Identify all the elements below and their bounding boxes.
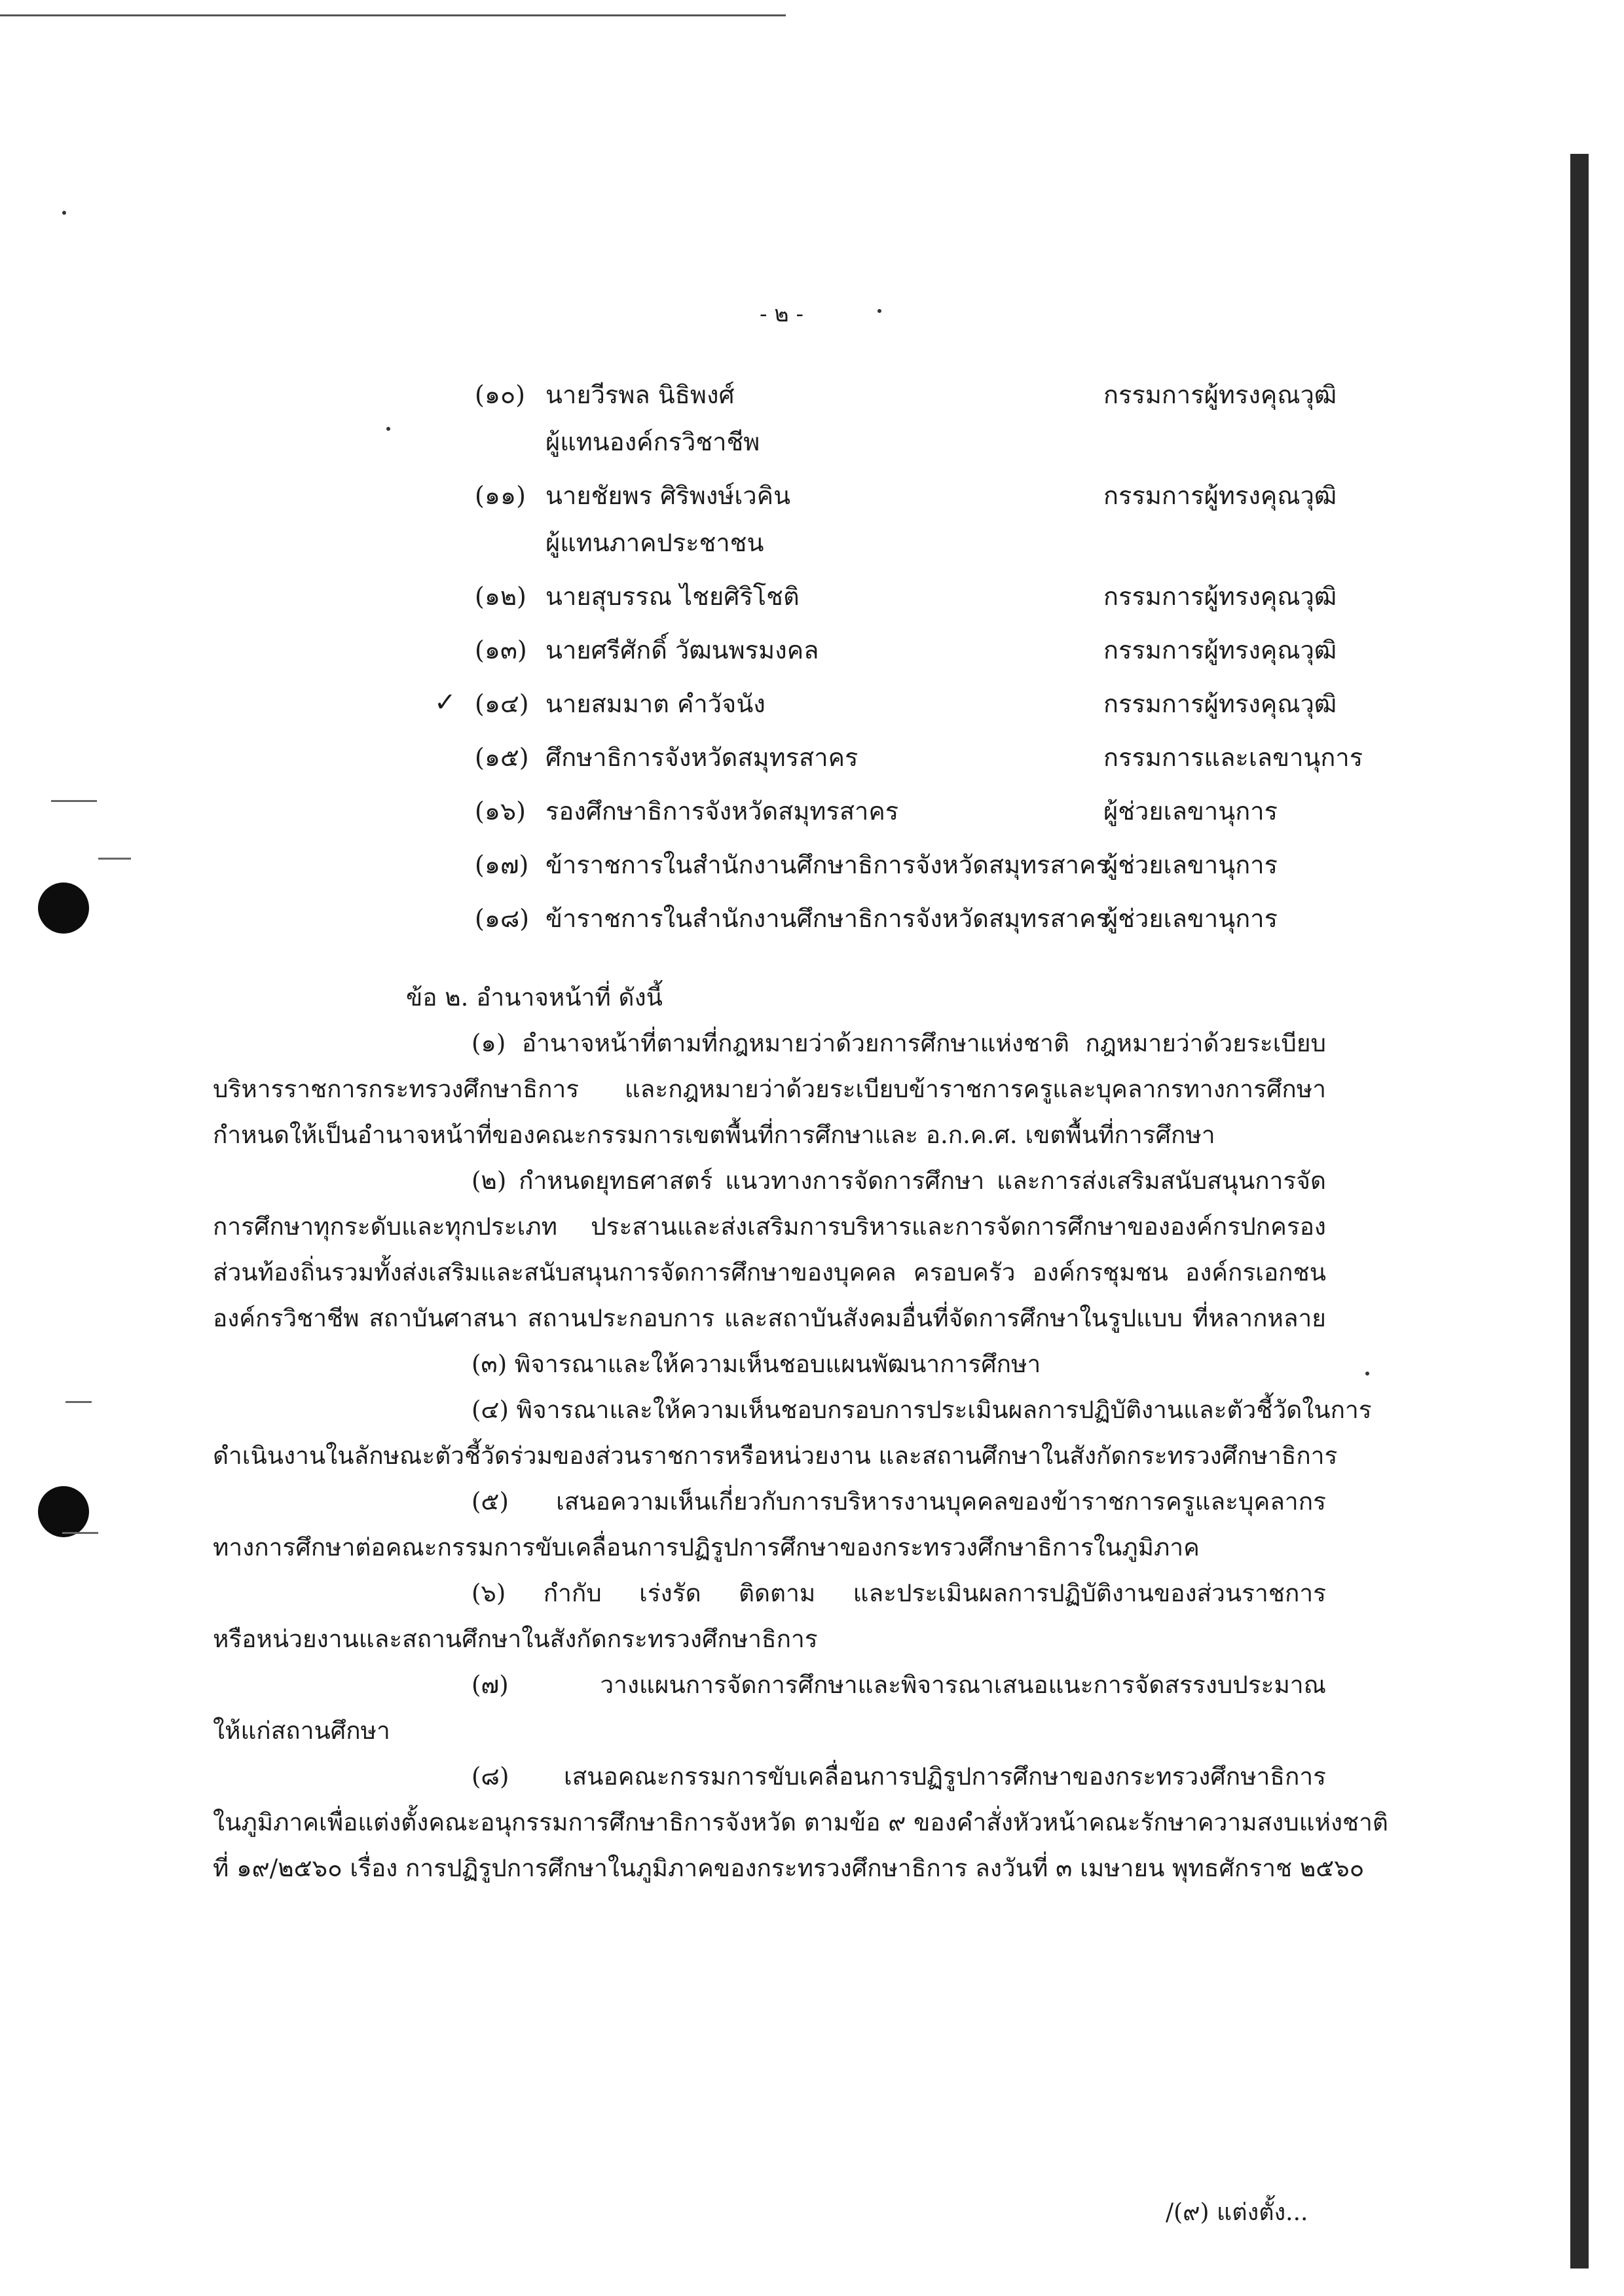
member-name: นายวีรพล นิธิพงศ์ (545, 380, 735, 409)
scan-speck (877, 309, 881, 313)
scan-mark (98, 858, 131, 860)
paragraph-line: การศึกษาทุกระดับและทุกประเภท ประสานและส่งเสริมการบริหารและการจัดการศึกษาขององค์กรปกครอง (213, 1212, 1326, 1241)
member-role: กรรมการผู้ทรงคุณวุฒิ (1103, 380, 1337, 409)
scan-margin-bar (1570, 154, 1589, 2269)
member-name: นายสุบรรณ ไชยศิริโชติ (545, 582, 800, 611)
member-row (475, 741, 1363, 795)
paragraph-line: ทางการศึกษาต่อคณะกรรมการขับเคลื่อนการปฏิรูปการศึกษาของกระทรวงศึกษาธิการในภูมิภาค (213, 1533, 1200, 1561)
paragraph-line: กำหนดให้เป็นอำนาจหน้าที่ของคณะกรรมการเขตพื้นที่การศึกษาและ อ.ก.ค.ศ. เขตพื้นที่การศึกษา (213, 1121, 1215, 1149)
member-row (475, 848, 1359, 902)
member-role: ผู้ช่วยเลขานุการ (1103, 904, 1278, 933)
paragraph-line: หรือหน่วยงานและสถานศึกษาในสังกัดกระทรวงศึกษาธิการ (213, 1625, 818, 1653)
scan-mark (51, 800, 97, 802)
paragraph-line: (๕) เสนอความเห็นเกี่ยวกับการบริหารงานบุคคลของข้าราชการครูและบุคลากร (471, 1487, 1326, 1516)
scan-speck (386, 427, 390, 431)
member-number: (๑๐) (475, 380, 525, 409)
member-row (475, 378, 1359, 479)
member-row (475, 580, 1359, 634)
member-row (475, 795, 1359, 848)
paragraph-line: ที่ ๑๙/๒๕๖๐ เรื่อง การปฏิรูปการศึกษาในภูมิภาคของกระทรวงศึกษาธิการ ลงวันที่ ๓ เมษายน พุทธศักราช ๒๕๖๐ (213, 1854, 1365, 1882)
paragraph-line: (๖) กำกับ เร่งรัด ติดตาม และประเมินผลการปฏิบัติงานของส่วนราชการ (471, 1579, 1326, 1607)
member-name: ข้าราชการในสำนักงานศึกษาธิการจังหวัดสมุทรสาคร (545, 904, 1109, 933)
member-number: (๑๑) (475, 481, 526, 510)
member-representing: ผู้แทนภาคประชาชน (545, 528, 764, 557)
paragraph-line: ในภูมิภาคเพื่อแต่งตั้งคณะอนุกรรมการศึกษาธิการจังหวัด ตามข้อ ๙ ของคำสั่งหัวหน้าคณะรักษาความสงบแห่งชาติ (213, 1808, 1388, 1836)
paragraph-line: ให้แก่สถานศึกษา (213, 1717, 390, 1745)
continuation-note: /(๙) แต่งตั้ง... (1166, 2199, 1308, 2226)
member-number: (๑๕) (475, 743, 529, 772)
member-name: นายศรีศักดิ์ วัฒนพรมงคล (545, 636, 819, 665)
scan-edge-line (0, 14, 786, 16)
member-role: กรรมการผู้ทรงคุณวุฒิ (1103, 481, 1337, 510)
member-representing: ผู้แทนองค์กรวิชาชีพ (545, 428, 760, 456)
member-number: (๑๘) (475, 904, 530, 933)
member-row (434, 687, 1359, 741)
scan-mark (62, 1532, 98, 1534)
member-name: นายชัยพร ศิริพงษ์เวคิน (545, 481, 791, 510)
paragraph-line: บริหารราชการกระทรวงศึกษาธิการ และกฎหมายว่าด้วยระเบียบข้าราชการครูและบุคลากรทางการศึกษา (213, 1075, 1326, 1103)
member-role: ผู้ช่วยเลขานุการ (1103, 797, 1278, 826)
member-name: รองศึกษาธิการจังหวัดสมุทรสาคร (545, 797, 899, 826)
member-row (475, 479, 1359, 580)
page-number: - ๒ - (760, 301, 804, 327)
member-role: กรรมการผู้ทรงคุณวุฒิ (1103, 636, 1337, 665)
punch-hole-upper (38, 883, 89, 934)
member-role: ผู้ช่วยเลขานุการ (1103, 850, 1278, 879)
scan-speck (62, 211, 66, 215)
paragraph-line: องค์กรวิชาชีพ สถาบันศาสนา สถานประกอบการ และสถาบันสังคมอื่นที่จัดการศึกษาในรูปแบบ ที่หลากหลาย (213, 1304, 1326, 1332)
member-name: ศึกษาธิการจังหวัดสมุทรสาคร (545, 743, 858, 772)
member-number: (๑๒) (475, 582, 526, 611)
punch-hole-lower (38, 1486, 89, 1537)
member-number: (๑๔) (475, 689, 529, 718)
paragraph-line: (๔) พิจารณาและให้ความเห็นชอบกรอบการประเมินผลการปฏิบัติงานและตัวชี้วัดในการ (471, 1396, 1372, 1424)
check-mark: ✓ (434, 687, 456, 718)
member-number: (๑๖) (475, 797, 526, 826)
member-name: ข้าราชการในสำนักงานศึกษาธิการจังหวัดสมุทรสาคร (545, 850, 1109, 879)
paragraph-line: (๓) พิจารณาและให้ความเห็นชอบแผนพัฒนาการศึกษา (471, 1350, 1041, 1378)
member-name: นายสมมาต คำวัจนัง (545, 689, 766, 718)
scan-mark (65, 1401, 92, 1403)
paragraph-line: ดำเนินงานในลักษณะตัวชี้วัดร่วมของส่วนราชการหรือหน่วยงาน และสถานศึกษาในสังกัดกระทรวงศึกษาธิการ (213, 1442, 1338, 1470)
member-number: (๑๓) (475, 636, 527, 665)
committee-member-list (434, 378, 1363, 956)
member-role: กรรมการผู้ทรงคุณวุฒิ (1103, 582, 1337, 611)
paragraph-line: (๑) อำนาจหน้าที่ตามที่กฎหมายว่าด้วยการศึกษาแห่งชาติ กฎหมายว่าด้วยระเบียบ (471, 1029, 1326, 1057)
member-row (475, 634, 1359, 687)
paragraph-line: (๘) เสนอคณะกรรมการขับเคลื่อนการปฏิรูปการศึกษาของกระทรวงศึกษาธิการ (471, 1762, 1326, 1791)
section-title: ข้อ ๒. อำนาจหน้าที่ ดังนี้ (406, 983, 663, 1011)
paragraph-line: (๒) กำหนดยุทธศาสตร์ แนวทางการจัดการศึกษา และการส่งเสริมสนับสนุนการจัด (471, 1167, 1326, 1195)
member-number: (๑๗) (475, 850, 529, 879)
member-role: กรรมการและเลขานุการ (1103, 743, 1363, 772)
paragraph-line: ส่วนท้องถิ่นรวมทั้งส่งเสริมและสนับสนุนการจัดการศึกษาของบุคคล ครอบครัว องค์กรชุมชน องค์กรเอกชน (213, 1258, 1326, 1286)
scan-speck (1365, 1372, 1369, 1376)
paragraph-line: (๗) วางแผนการจัดการศึกษาและพิจารณาเสนอแนะการจัดสรรงบประมาณ (471, 1671, 1326, 1699)
member-row (475, 902, 1359, 956)
member-role: กรรมการผู้ทรงคุณวุฒิ (1103, 689, 1337, 718)
duties-section (213, 981, 1388, 1897)
